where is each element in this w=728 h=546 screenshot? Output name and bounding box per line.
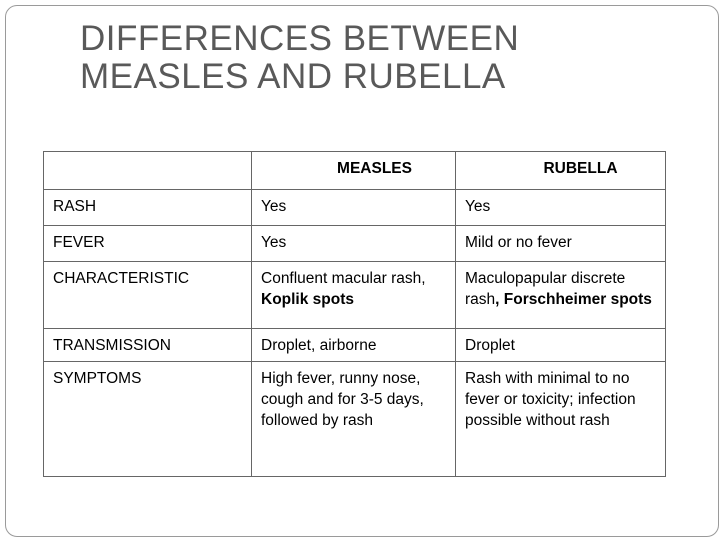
slide-title-line-2: MEASLES AND RUBELLA <box>80 57 506 96</box>
cell-bold-text: , Forschheimer spots <box>495 291 652 308</box>
slide-title-line-1: DIFFERENCES BETWEEN <box>80 19 520 58</box>
table-row <box>44 226 666 262</box>
cell-rubella-characteristic <box>456 262 666 329</box>
cell-text: Maculopapular discrete rash <box>465 270 626 308</box>
cell-bold-text: Koplik spots <box>261 291 355 308</box>
table-header-row <box>44 152 666 190</box>
comparison-table <box>43 151 666 477</box>
cell-rubella-transmission: Droplet <box>456 329 666 362</box>
cell-text: Confluent macular rash, <box>261 270 426 287</box>
cell-rubella-fever: Mild or no fever <box>456 226 666 262</box>
cell-measles-symptoms: High fever, runny nose, cough and for 3-5 days, followed by rash <box>252 362 456 477</box>
row-label-transmission: TRANSMISSION <box>44 329 252 362</box>
cell-measles-characteristic <box>252 262 456 329</box>
cell-measles-transmission: Droplet, airborne <box>252 329 456 362</box>
header-cell-measles: MEASLES <box>252 152 456 190</box>
table-row <box>44 362 666 477</box>
table-row <box>44 329 666 362</box>
table-row <box>44 262 666 329</box>
cell-measles-fever: Yes <box>252 226 456 262</box>
cell-rubella-rash: Yes <box>456 190 666 226</box>
row-label-rash: RASH <box>44 190 252 226</box>
slide-title <box>80 20 519 96</box>
cell-rubella-symptoms: Rash with minimal to no fever or toxicity; infection possible without rash <box>456 362 666 477</box>
row-label-symptoms: SYMPTOMS <box>44 362 252 477</box>
cell-measles-rash: Yes <box>252 190 456 226</box>
header-cell-empty <box>44 152 252 190</box>
table-row <box>44 190 666 226</box>
header-cell-rubella: RUBELLA <box>456 152 666 190</box>
row-label-fever: FEVER <box>44 226 252 262</box>
row-label-characteristic: CHARACTERISTIC <box>44 262 252 329</box>
